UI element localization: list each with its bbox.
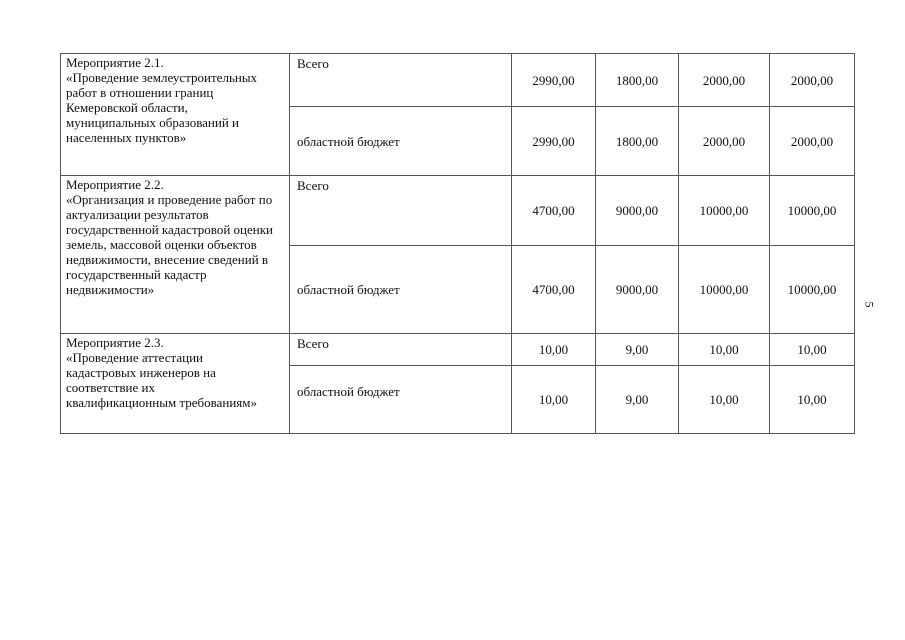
value-cell: 1800,00 [596,107,679,176]
value-cell: 2000,00 [770,54,855,107]
page-number: 5 [862,301,877,308]
event-description: «Организация и проведение работ по актуализации результатов государственной кадастровой оценки земель, массовой оценки объектов недвижимости, внесение сведений в государственный кадастр недвижимости» [66,192,273,297]
value-cell: 2000,00 [770,107,855,176]
value-cell: 10,00 [679,366,770,434]
funding-source-cell: областной бюджет [290,366,512,434]
event-title: Мероприятие 2.2. [66,177,164,192]
value-cell: 10000,00 [679,176,770,246]
value-cell: 10,00 [679,334,770,366]
value-cell: 2000,00 [679,107,770,176]
event-cell [61,54,290,176]
value-cell: 9000,00 [596,176,679,246]
value-cell: 4700,00 [512,246,596,334]
value-cell: 10000,00 [770,176,855,246]
value-cell: 9,00 [596,366,679,434]
funding-source-cell: Всего [290,54,512,107]
event-cell [61,176,290,334]
value-cell: 2990,00 [512,107,596,176]
event-title: Мероприятие 2.1. [66,55,164,70]
value-cell: 10,00 [770,334,855,366]
table-row [61,334,855,366]
value-cell: 9000,00 [596,246,679,334]
value-cell: 9,00 [596,334,679,366]
value-cell: 10000,00 [679,246,770,334]
value-cell: 10000,00 [770,246,855,334]
funding-source-cell: областной бюджет [290,246,512,334]
value-cell: 10,00 [770,366,855,434]
table-row [61,54,855,107]
value-cell: 4700,00 [512,176,596,246]
event-title: Мероприятие 2.3. [66,335,164,350]
value-cell: 1800,00 [596,54,679,107]
budget-table [60,53,855,434]
table-row [61,176,855,246]
value-cell: 10,00 [512,366,596,434]
event-description: «Проведение землеустроительных работ в отношении границ Кемеровской области, муниципальных образований и населенных пунктов» [66,70,258,145]
value-cell: 2990,00 [512,54,596,107]
value-cell: 10,00 [512,334,596,366]
funding-source-cell: Всего [290,334,512,366]
funding-source-cell: областной бюджет [290,107,512,176]
event-description: «Проведение аттестации кадастровых инженеров на соответствие их квалификационным требованиям» [66,350,258,410]
value-cell: 2000,00 [679,54,770,107]
funding-source-cell: Всего [290,176,512,246]
event-cell [61,334,290,434]
